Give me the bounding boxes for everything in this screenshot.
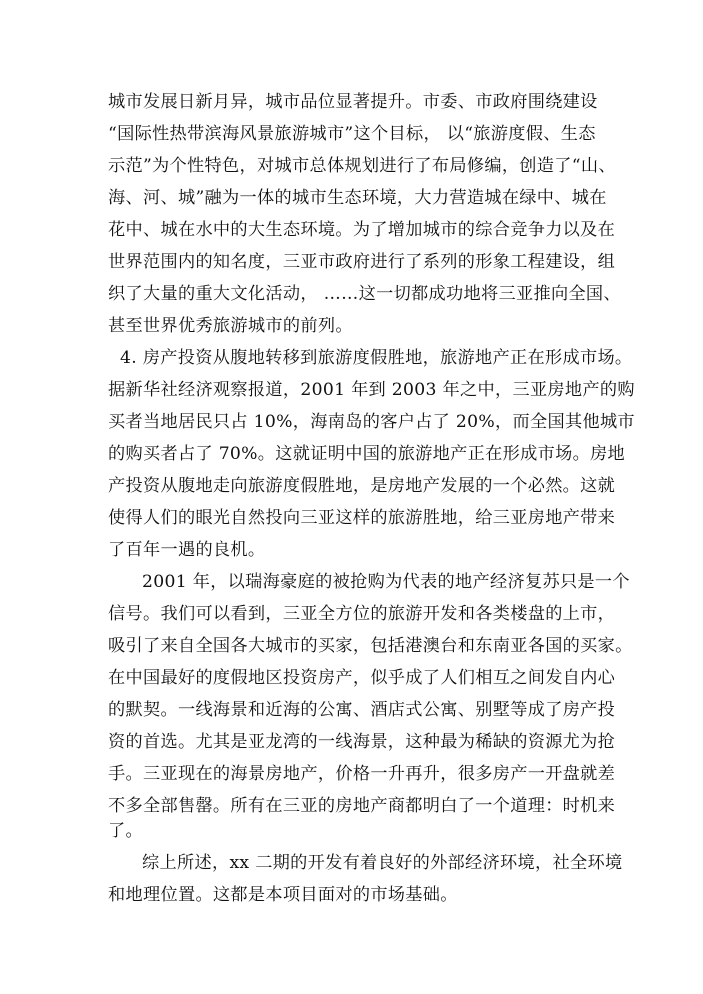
text-line: 手。三亚现在的海景房地产，价格一升再升，很多房产一开盘就差 [108,764,616,784]
text-line: 了。 [108,821,143,841]
text-line: 织了大量的重大文化活动， ……这一切都成功地将三亚推向全国、 [108,284,621,304]
text-line: 2001 年，以瑞海豪庭的被抢购为代表的地产经济复苏只是一个 [142,572,630,592]
text-line: 的购买者占了 70%。这就证明中国的旅游地产正在形成市场。房地 [108,444,626,464]
text-line: 和地理位置。这都是本项目面对的市场基础。 [108,885,458,905]
text-line: 城市发展日新月异，城市品位显著提升。市委、市政府围绕建设 [108,92,598,112]
text-line: 据新华社经济观察报道，2001 年到 2003 年之中，三亚房地产的购 [108,380,635,400]
text-line: 海、河、城”融为一体的城市生态环境，大力营造城在绿中、城在 [108,188,607,208]
text-line: 在中国最好的度假地区投资房产，似乎成了人们相互之间发自内心 [108,668,616,688]
numbered-heading: 4. 房产投资从腹地转移到旅游度假胜地，旅游地产正在形成市场。 [120,348,633,368]
text-line: 了百年一遇的良机。 [108,540,266,560]
text-line: 资的首选。尤其是亚龙湾的一线海景，这种最为稀缺的资源尤为抢 [108,732,616,752]
text-line: 产投资从腹地走向旅游度假胜地，是房地产发展的一个必然。这就 [108,476,616,496]
text-line: 综上所述，xx 二期的开发有着良好的外部经济环境，社全环境 [142,853,623,873]
text-line: 示范”为个性特色，对城市总体规划进行了布局修编，创造了“山、 [108,156,616,176]
text-line: 甚至世界优秀旅游城市的前列。 [108,316,353,336]
text-line: 花中、城在水中的大生态环境。为了增加城市的综合竞争力以及在 [108,220,616,240]
text-line: 不多全部售罄。所有在三亚的房地产商都明白了一个道理：时机来 [108,796,616,816]
text-line: 买者当地居民只占 10%，海南岛的客户占了 20%，而全国其他城市 [108,412,635,432]
text-line: “国际性热带滨海风景旅游城市”这个目标， 以“旅游度假、生态 [108,124,596,144]
text-line: 的默契。一线海景和近海的公寓、酒店式公寓、别墅等成了房产投 [108,700,616,720]
text-line: 世界范围内的知名度，三亚市政府进行了系列的形象工程建设，组 [108,252,616,272]
text-line: 使得人们的眼光自然投向三亚这样的旅游胜地，给三亚房地产带来 [108,508,616,528]
text-line: 信号。我们可以看到，三亚全方位的旅游开发和各类楼盘的上市， [108,604,616,624]
text-line: 吸引了来自全国各大城市的买家，包括港澳台和东南亚各国的买家。 [108,636,633,656]
